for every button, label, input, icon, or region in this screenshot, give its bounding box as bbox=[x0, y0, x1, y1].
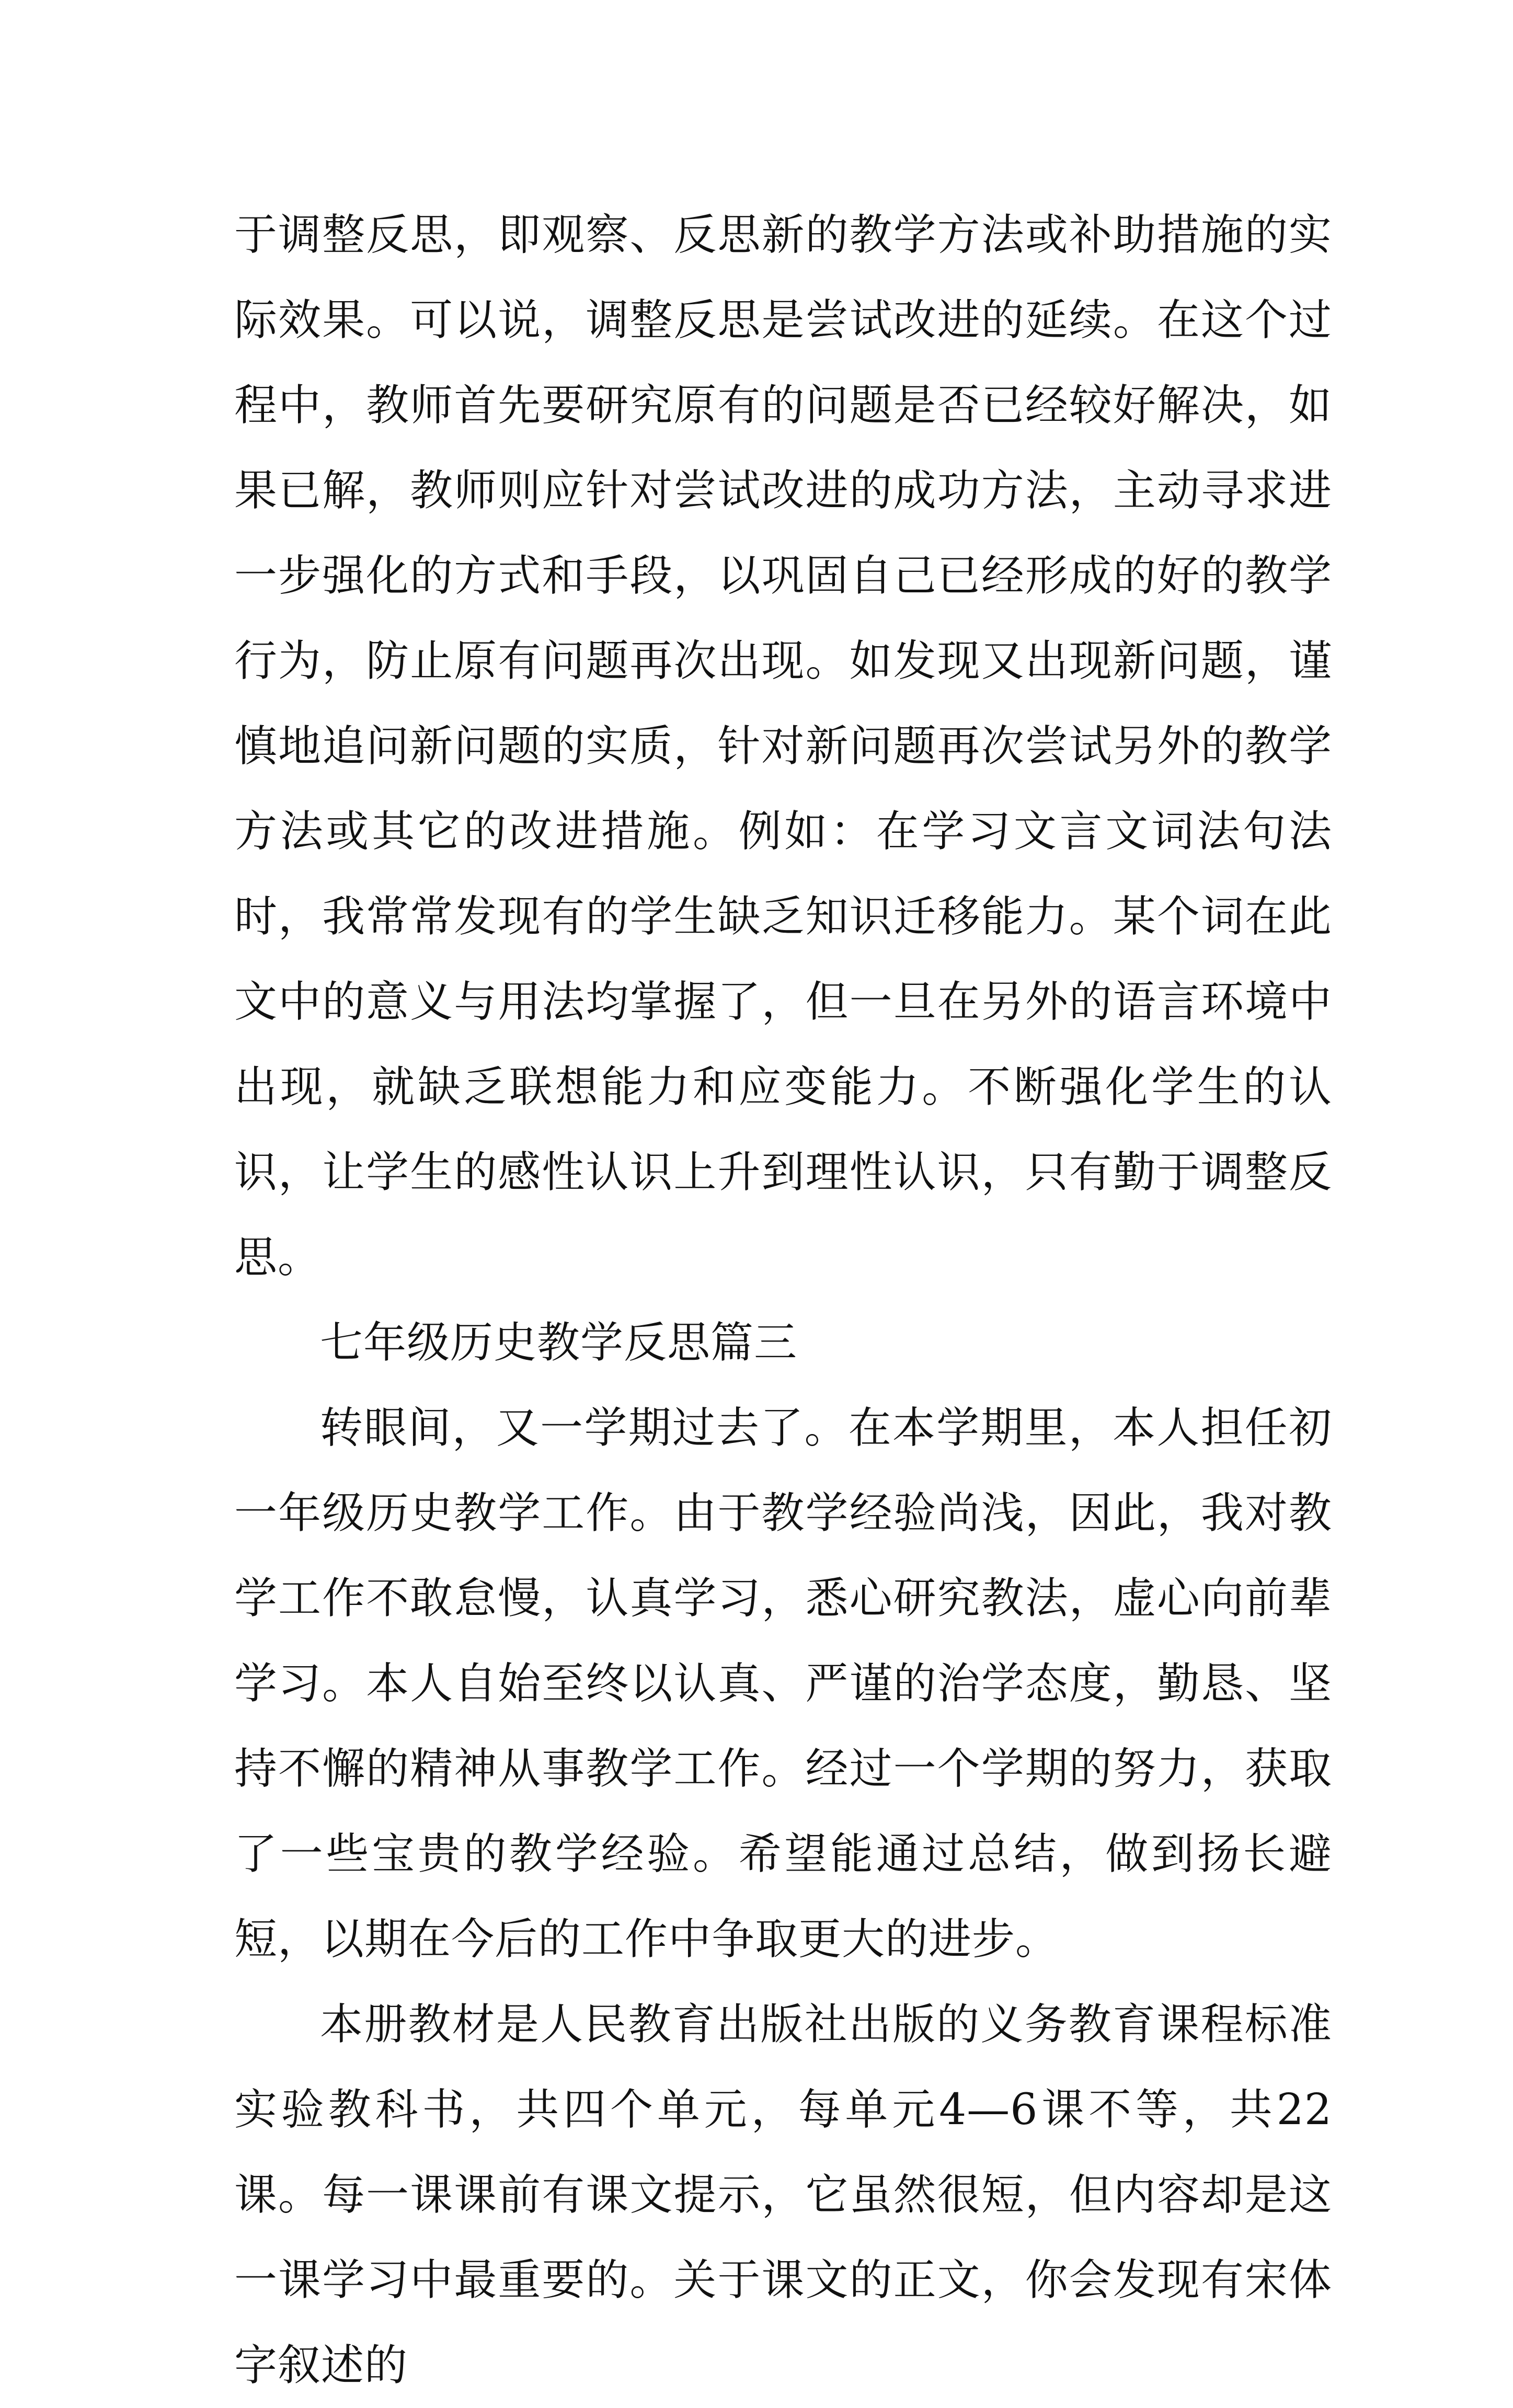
section-heading: 七年级历史教学反思篇三 bbox=[320, 1318, 798, 1368]
paragraph-continuation: 于调整反思，即观察、反思新的教学方法或补助措施的实际效果。可以说，调整反思是尝试改进的延续。在这个过程中，教师首先要研究原有的问题是否已经较好解决，如果已解，教师则应针对尝试改进的成功方法，主动寻求进一步强化的方式和手段，以巩固自己已经形成的好的教学行为，防止原有问题再次出现。如发现又出现新问题，谨慎地追问新问题的实质，针对新问题再次尝试另外的教学方法或其它的改进措施。例如：在学习文言文词法句法时，我常常发现有的学生缺乏知识迁移能力。某个词在此文中的意义与用法均掌握了，但一旦在另外的语言环境中出现，就缺乏联想能力和应变能力。不断强化学生的认识，让学生的感性认识上升到理性认识，只有勤于调整反思。 bbox=[234, 210, 1332, 1282]
document-body bbox=[234, 192, 1332, 2408]
paragraph-intro: 转眼间，又一学期过去了。在本学期里，本人担任初一年级历史教学工作。由于教学经验尚浅，因此，我对教学工作不敢怠慢，认真学习，悉心研究教法，虚心向前辈学习。本人自始至终以认真、严谨的治学态度，勤恳、坚持不懈的精神从事教学工作。经过一个学期的努力，获取了一些宝贵的教学经验。希望能通过总结，做到扬长避短，以期在今后的工作中争取更大的进步。 bbox=[234, 1403, 1332, 1964]
paragraph-textbook: 本册教材是人民教育出版社出版的义务教育课程标准实验教科书，共四个单元，每单元4—6课不等，共22课。每一课课前有课文提示，它虽然很短，但内容却是这一课学习中最重要的。关于课文的正文，你会发现有宋体字叙述的 bbox=[234, 2000, 1332, 2390]
